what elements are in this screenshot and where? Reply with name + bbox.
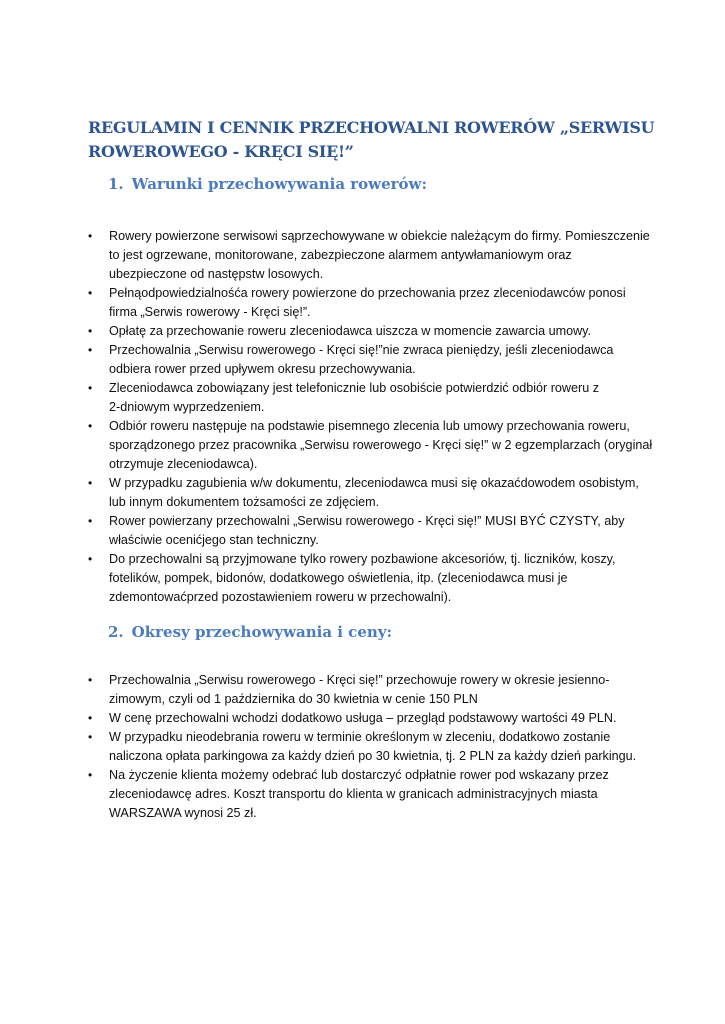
list-item [88,379,648,417]
list-item [88,766,648,823]
section-title: Warunki przechowywania rowerów: [131,175,427,193]
list-item-line: Pełnąodpowiedzialnośća rowery powierzone do przechowania przez zleceniodawców ponosi [109,286,626,300]
list-item [88,512,648,550]
list-item-line: zimowym, czyli od 1 października do 30 kwietnia w cenie 150 PLN [109,692,478,706]
bullet-icon: • [88,381,93,395]
bullet-icon: • [88,343,93,357]
section-number: 1. [108,175,124,193]
list-item [88,322,648,341]
list-item-line: właściwie ocenićjego stan techniczny. [109,533,319,547]
list-item-line: Opłatę za przechowanie roweru zleceniodawca uiszcza w momencie zawarcia umowy. [109,324,592,338]
list-item-line: Do przechowalni są przyjmowane tylko rowery pozbawione akcesoriów, tj. liczników, koszy, [109,552,616,566]
section-number: 2. [108,623,124,641]
periods-prices-list [88,671,648,823]
bullet-icon: • [88,768,93,782]
title-line: REGULAMIN I CENNIK PRZECHOWALNI ROWERÓW „SERWISU [88,118,655,137]
list-item-line: Rowery powierzone serwisowi sąprzechowywane w obiekcie należącym do firmy. Pomieszczenie [109,229,650,243]
list-item-line: otrzymuje zleceniodawca). [109,457,258,471]
bullet-icon: • [88,419,93,433]
list-item [88,227,648,284]
list-item-line: to jest ogrzewane, monitorowane, zabezpieczone alarmem antywłamaniowym oraz [109,248,572,262]
storage-conditions-list [88,227,653,607]
bullet-icon: • [88,229,93,243]
list-item [88,728,648,766]
list-item-line: Rower powierzany przechowalni „Serwisu rowerowego - Kręci się!” MUSI BYĆ CZYSTY, aby [109,514,625,528]
section-title: Okresy przechowywania i ceny: [131,623,393,641]
list-item-line: W przypadku zagubienia w/w dokumentu, zleceniodawca musi się okazaćdowodem osobistym, [109,476,639,490]
bullet-icon: • [88,476,93,490]
list-item-line: Odbiór roweru następuje na podstawie pisemnego zlecenia lub umowy przechowania roweru, [109,419,630,433]
list-item-line: ubezpieczone od następstw losowych. [109,267,324,281]
section-heading-storage-conditions [108,174,427,194]
list-item-line: Na życzenie klienta możemy odebrać lub dostarczyć odpłatnie rower pod wskazany przez [109,768,609,782]
section-heading-periods-prices [108,622,392,642]
document-title [88,116,655,164]
list-item-line: W cenę przechowalni wchodzi dodatkowo usługa – przegląd podstawowy wartości 49 PLN. [109,711,617,725]
list-item [88,417,653,474]
list-item-line: odbiera rower przed upływem okresu przechowywania. [109,362,416,376]
bullet-icon: • [88,730,93,744]
list-item-line: firma „Serwis rowerowy - Kręci się!”. [109,305,311,319]
list-item-line: Przechowalnia „Serwisu rowerowego - Kręci się!” przechowuje rowery w okresie jesienno- [109,673,610,687]
list-item [88,550,648,607]
list-item-line: 2-dniowym wyprzedzeniem. [109,400,265,414]
list-item-line: naliczona opłata parkingowa za każdy dzień po 30 kwietnia, tj. 2 PLN za każdy dzień parkingu. [109,749,637,763]
list-item [88,671,648,709]
bullet-icon: • [88,711,93,725]
bullet-icon: • [88,286,93,300]
list-item-line: W przypadku nieodebrania roweru w terminie określonym w zleceniu, dodatkowo zostanie [109,730,611,744]
bullet-icon: • [88,324,93,338]
list-item [88,284,648,322]
list-item-line: Zleceniodawca zobowiązany jest telefonicznie lub osobiście potwierdzić odbiór roweru z [109,381,600,395]
bullet-icon: • [88,514,93,528]
list-item-line: sporządzonego przez pracownika „Serwisu rowerowego - Kręci się!” w 2 egzemplarzach (oryginał [109,438,653,452]
list-item-line: WARSZAWA wynosi 25 zł. [109,806,257,820]
list-item-line: lub innym dokumentem tożsamości ze zdjęciem. [109,495,380,509]
list-item [88,709,648,728]
bullet-icon: • [88,552,93,566]
list-item [88,474,648,512]
list-item-line: zdemontowaćprzed pozostawieniem roweru w przechowalni). [109,590,452,604]
list-item [88,341,648,379]
list-item-line: fotelików, pompek, bidonów, dodatkowego oświetlenia, itp. (zleceniodawca musi je [109,571,568,585]
list-item-line: zleceniodawcę adres. Koszt transportu do klienta w granicach administracyjnych miasta [109,787,598,801]
title-line: ROWEROWEGO - KRĘCI SIĘ!” [88,142,354,161]
list-item-line: Przechowalnia „Serwisu rowerowego - Kręci się!”nie zwraca pieniędzy, jeśli zleceniodawca [109,343,614,357]
bullet-icon: • [88,673,93,687]
